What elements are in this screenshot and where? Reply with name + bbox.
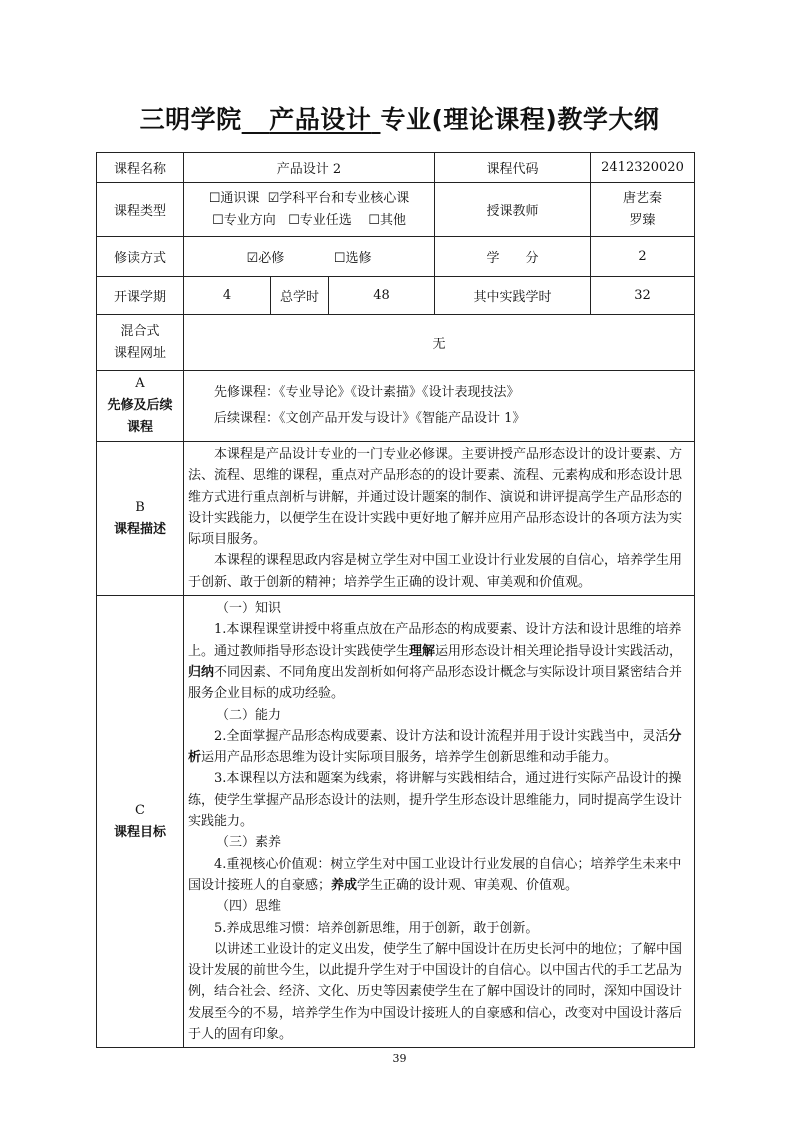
objective-6: 以讲述工业设计的定义出发，使学生了解中国设计在历史长河中的地位；了解中国设计发展的前世今生，以此提升学生对于中国设计的自信心。以中国古代的手工艺品为例，结合社会、经济、文化、历史等因素使学生在了解中国设计的同时，深知中国设计发展至今的不易，培养学生作为中国设计接班人的自豪感和信心，改变对中国设计落后于人的固有印象。 — [188, 941, 683, 1043]
section-b-content — [184, 442, 695, 596]
page-number: 39 — [392, 1052, 407, 1065]
prereq-courses: 先修课程：《专业导论》《设计素描》《设计表现技法》 — [214, 385, 520, 400]
row-semester — [97, 277, 695, 315]
practice-hours-value: 32 — [591, 277, 695, 315]
elective-checkbox: ☐选修 — [333, 251, 372, 266]
section-c-label: C 课程目标 — [97, 596, 184, 1048]
objective-5: 5.养成思维习惯：培养创新思维，用于创新，敢于创新。 — [214, 920, 539, 936]
row-website — [97, 315, 695, 371]
website-value: 无 — [184, 315, 695, 371]
course-code-label: 课程代码 — [435, 153, 591, 183]
row-section-b — [97, 442, 695, 596]
study-mode-options — [184, 237, 435, 277]
description-paragraph-1: 本课程是产品设计专业的一门专业必修课。主要讲授产品形态设计的设计要素、方法、流程、思维的课程，重点对产品形态的的设计要素、流程、元素构成和形态设计思维方式进行重点剖析与讲解，并通过设计题案的制作、演说和讲评提高学生产品形态的设计实践能力，以便学生在设计实践中更好地了解并应用产品形态设计的各项方法为实际项目服务。 — [188, 447, 683, 548]
row-study-mode — [97, 237, 695, 277]
objective-3: 3.本课程以方法和题案为线索，将讲解与实践相结合，通过进行实际产品设计的操练，使学生掌握产品形态设计的法则，提升学生形态设计思维能力，同时提高学生设计实践能力。 — [188, 771, 683, 830]
course-type-options — [184, 183, 435, 237]
section-c-content — [184, 596, 695, 1048]
row-section-a — [97, 371, 695, 442]
credit-value: 2 — [591, 237, 695, 277]
row-course-name — [97, 153, 695, 183]
title-major: 产品设计 — [269, 105, 372, 134]
total-hours-value: 48 — [329, 277, 435, 315]
title-school: 三明学院 — [139, 105, 242, 134]
teacher-name-1: 唐艺秦 — [622, 190, 662, 206]
followup-courses: 后续课程：《文创产品开发与设计》《智能产品设计 1》 — [214, 411, 526, 426]
course-name-label: 课程名称 — [97, 153, 184, 183]
total-hours-label: 总学时 — [271, 277, 329, 315]
course-code-value: 2412320020 — [591, 153, 695, 183]
objective-2: 2.全面掌握产品形态构成要素、设计方法和设计流程并用于设计实践当中，灵活分析运用产品形态思维为设计实际项目服务，培养学生创新思维和动手能力。 — [188, 728, 682, 766]
row-course-type — [97, 183, 695, 237]
syllabus-table — [96, 152, 695, 1048]
objective-1: 1.本课程课堂讲授中将重点放在产品形态的构成要素、设计方法和设计思维的培养上。通过教师指导形态设计实践使学生理解运用形态设计相关理论指导设计实践活动，归纳不同因素、不同角度出发剖析如何将产品形态设计概念与实际设计项目紧密结合并服务企业目标的成功经验。 — [188, 622, 683, 702]
course-name-value: 产品设计 2 — [184, 153, 435, 183]
title-suffix: 专业(理论课程)教学大纲 — [380, 105, 660, 134]
heading-ability: （二）能力 — [216, 707, 282, 723]
teacher-value — [591, 183, 695, 237]
description-paragraph-2: 本课程的课程思政内容是树立学生对中国工业设计行业发展的自信心，培养学生用于创新、敢于创新的精神；培养学生正确的设计观、审美观和价值观。 — [188, 553, 683, 590]
page-title — [0, 100, 799, 136]
heading-knowledge: （一）知识 — [216, 601, 282, 617]
semester-label: 开课学期 — [97, 277, 184, 315]
teacher-label: 授课教师 — [435, 183, 591, 237]
required-checkbox: ☑必修 — [246, 251, 285, 266]
teacher-name-2: 罗臻 — [629, 212, 656, 228]
type-elective-checkbox: ☐专业任选 — [288, 212, 352, 228]
heading-thinking: （四）思维 — [216, 899, 282, 915]
type-direction-checkbox: ☐专业方向 — [212, 212, 276, 228]
objective-4: 4.重视核心价值观：树立学生对中国工业设计行业发展的自信心；培养学生未来中国设计接班人的自豪感；养成学生正确的设计观、审美观、价值观。 — [188, 856, 682, 893]
credit-label: 学 分 — [435, 237, 591, 277]
course-type-label: 课程类型 — [97, 183, 184, 237]
practice-hours-label: 其中实践学时 — [435, 277, 591, 315]
section-a-content — [184, 371, 695, 442]
heading-literacy: （三）素养 — [216, 835, 282, 851]
website-label: 混合式 课程网址 — [97, 315, 184, 371]
section-a-label: A 先修及后续 课程 — [97, 371, 184, 442]
semester-value: 4 — [184, 277, 271, 315]
type-other-checkbox: ☐其他 — [368, 212, 406, 228]
type-general-checkbox: ☐通识课 — [208, 190, 260, 206]
study-mode-label: 修读方式 — [97, 237, 184, 277]
row-section-c — [97, 596, 695, 1048]
type-core-checkbox: ☑学科平台和专业核心课 — [267, 190, 410, 206]
section-b-label: B 课程描述 — [97, 442, 184, 596]
